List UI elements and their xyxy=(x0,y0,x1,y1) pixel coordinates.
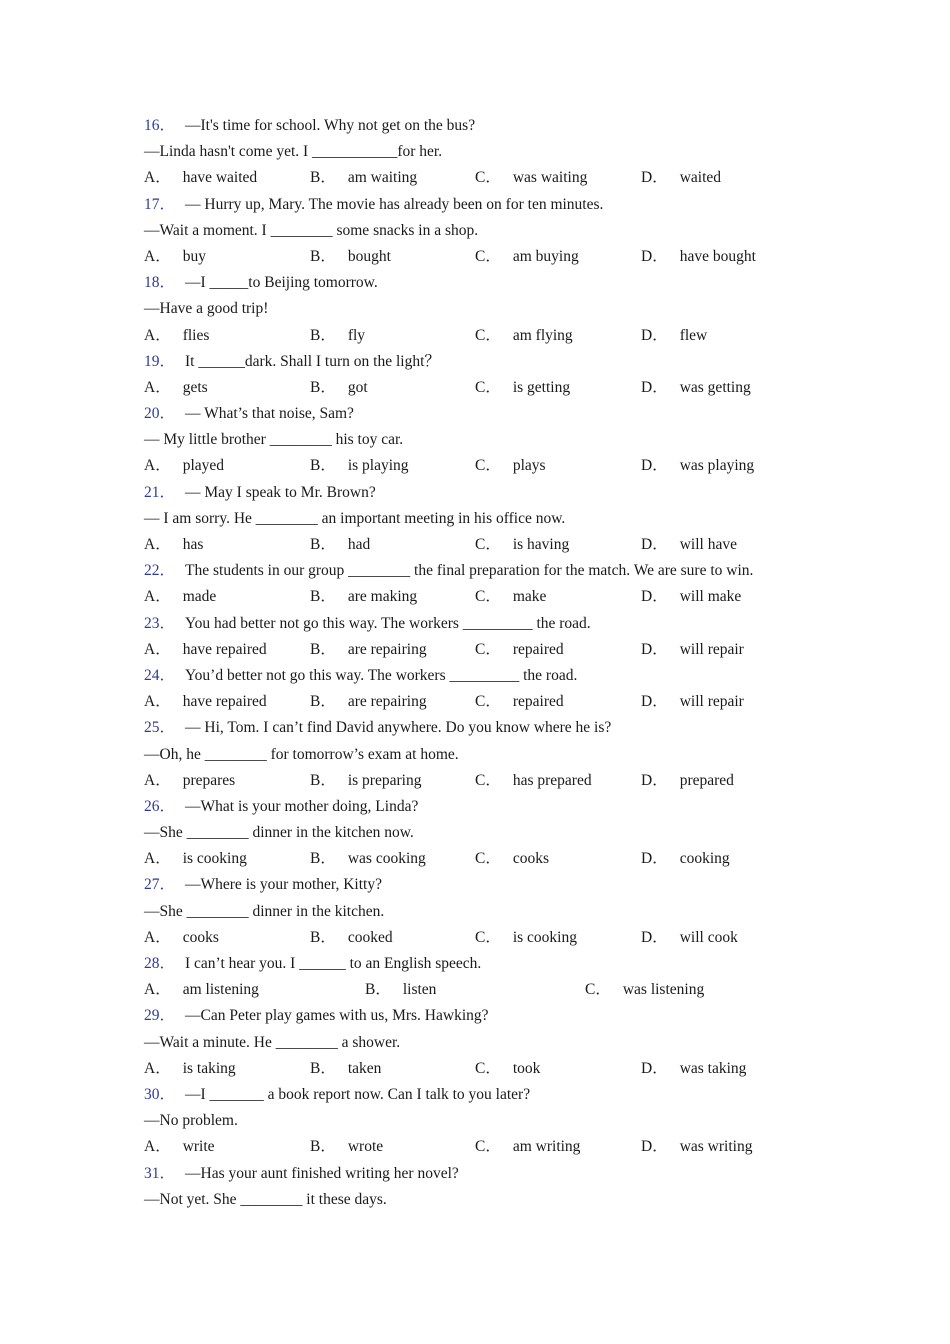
question-text: —What is your mother doing, Linda? xyxy=(185,797,419,815)
question-number: 31． xyxy=(144,1164,176,1182)
option-label: D． xyxy=(641,326,668,344)
option-label: A． xyxy=(144,247,171,265)
answer-options xyxy=(144,977,844,1003)
option-text: will repair xyxy=(679,640,744,658)
question-text: You had better not go this way. The workers _________ the road. xyxy=(185,614,591,632)
question-list xyxy=(144,113,844,1213)
question-text: —I _____to Beijing tomorrow. xyxy=(185,274,378,292)
option-a[interactable] xyxy=(144,977,259,1003)
option-label: A． xyxy=(144,640,171,658)
question-text: —It's time for school. Why not get on the bus? xyxy=(185,117,476,134)
option-text: will repair xyxy=(679,693,744,711)
question-stem xyxy=(144,794,844,820)
option-c[interactable] xyxy=(475,584,546,610)
option-d[interactable] xyxy=(641,244,756,270)
option-label: A． xyxy=(144,378,171,396)
question-line xyxy=(144,1187,844,1213)
question-number: 22． xyxy=(144,562,176,580)
option-b[interactable] xyxy=(310,1134,383,1160)
question-text: —Not yet. She ________ it these days. xyxy=(144,1190,387,1208)
option-text: was taking xyxy=(679,1059,747,1077)
question-stem xyxy=(144,192,844,218)
option-c[interactable] xyxy=(585,977,704,1003)
question-stem xyxy=(144,715,844,741)
option-label: B． xyxy=(310,693,336,711)
option-text: had xyxy=(347,536,371,553)
option-text: are making xyxy=(347,588,418,606)
option-label: D． xyxy=(641,536,668,553)
question-text: —I _______ a book report now. Can I talk to you later? xyxy=(185,1085,531,1103)
question-text: The students in our group ________ the final preparation for the match. We are sure to win. xyxy=(185,562,754,580)
question-block xyxy=(144,715,844,794)
option-text: gets xyxy=(182,378,208,396)
option-d[interactable] xyxy=(641,323,707,349)
option-text: was getting xyxy=(679,378,751,396)
option-label: B． xyxy=(310,326,336,344)
option-text: am buying xyxy=(512,247,579,265)
question-stem xyxy=(144,270,844,296)
question-text: — I am sorry. He ________ an important meeting in his office now. xyxy=(144,509,566,527)
question-number: 26． xyxy=(144,797,176,815)
question-block xyxy=(144,401,844,480)
option-b[interactable] xyxy=(310,244,391,270)
option-label: D． xyxy=(641,588,668,606)
answer-options xyxy=(144,768,844,794)
option-label: C． xyxy=(475,1138,501,1156)
option-c[interactable] xyxy=(475,323,573,349)
question-text: —No problem. xyxy=(144,1112,238,1130)
option-b[interactable] xyxy=(310,637,427,663)
question-text: —She ________ dinner in the kitchen. xyxy=(144,902,385,920)
option-text: cooked xyxy=(347,928,393,946)
option-text: are repairing xyxy=(347,693,427,711)
option-c[interactable] xyxy=(475,925,577,951)
option-text: plays xyxy=(512,457,546,475)
option-text: will cook xyxy=(679,928,738,946)
question-text: You’d better not go this way. The workers _________ the road. xyxy=(185,666,578,684)
question-number: 23． xyxy=(144,614,176,632)
option-c[interactable] xyxy=(475,846,549,872)
option-label: D． xyxy=(641,1059,668,1077)
option-label: B． xyxy=(310,1138,336,1156)
question-number: 20． xyxy=(144,405,176,423)
option-label: C． xyxy=(475,1059,501,1077)
answer-options xyxy=(144,1134,844,1160)
option-text: will make xyxy=(679,588,742,606)
option-label: A． xyxy=(144,1059,171,1077)
option-b[interactable] xyxy=(310,768,421,794)
option-label: C． xyxy=(475,588,501,606)
question-stem xyxy=(144,663,844,689)
option-c[interactable] xyxy=(475,165,587,191)
question-text: —Oh, he ________ for tomorrow’s exam at home. xyxy=(144,745,459,763)
question-block xyxy=(144,558,844,610)
option-text: was listening xyxy=(622,981,705,999)
option-label: A． xyxy=(144,1138,171,1156)
question-number: 18． xyxy=(144,274,176,292)
question-text: —Wait a moment. I ________ some snacks in a shop. xyxy=(144,221,479,239)
question-text: — Hurry up, Mary. The movie has already been on for ten minutes. xyxy=(185,195,604,213)
option-text: have bought xyxy=(679,247,756,265)
question-number: 19． xyxy=(144,352,176,370)
question-number: 30． xyxy=(144,1085,176,1103)
option-text: is taking xyxy=(182,1059,236,1077)
question-line xyxy=(144,218,844,244)
question-stem xyxy=(144,113,844,139)
option-text: was waiting xyxy=(512,169,588,187)
option-label: A． xyxy=(144,169,171,187)
option-label: B． xyxy=(310,588,336,606)
question-number: 21． xyxy=(144,483,176,501)
option-text: played xyxy=(182,457,225,475)
option-text: prepares xyxy=(182,771,236,789)
option-d[interactable] xyxy=(641,1056,746,1082)
question-text: — My little brother ________ his toy car. xyxy=(144,431,404,449)
question-text: —Has your aunt finished writing her novel? xyxy=(185,1164,459,1182)
question-block xyxy=(144,480,844,559)
option-d[interactable] xyxy=(641,532,737,558)
question-line xyxy=(144,296,844,322)
option-text: am listening xyxy=(182,981,259,999)
option-label: B． xyxy=(310,928,336,946)
option-text: has xyxy=(182,536,204,553)
option-label: D． xyxy=(641,693,668,711)
question-line xyxy=(144,899,844,925)
question-number: 25． xyxy=(144,719,176,737)
question-number: 29． xyxy=(144,1007,176,1025)
answer-options xyxy=(144,846,844,872)
question-text: —She ________ dinner in the kitchen now. xyxy=(144,824,414,842)
option-text: was cooking xyxy=(347,850,426,868)
option-d[interactable] xyxy=(641,1134,752,1160)
option-b[interactable] xyxy=(310,453,409,479)
option-text: taken xyxy=(347,1059,382,1077)
option-a[interactable] xyxy=(144,165,257,191)
question-block xyxy=(144,1161,844,1213)
question-stem xyxy=(144,401,844,427)
question-stem xyxy=(144,1161,844,1187)
option-text: am writing xyxy=(512,1138,581,1156)
option-a[interactable] xyxy=(144,925,219,951)
answer-options xyxy=(144,244,844,270)
option-a[interactable] xyxy=(144,532,203,558)
question-text: — May I speak to Mr. Brown? xyxy=(185,483,376,501)
option-c[interactable] xyxy=(475,453,546,479)
option-b[interactable] xyxy=(310,323,365,349)
question-block xyxy=(144,611,844,663)
option-d[interactable] xyxy=(641,925,738,951)
option-text: flew xyxy=(679,326,708,344)
option-b[interactable] xyxy=(310,584,417,610)
option-b[interactable] xyxy=(365,977,436,1003)
question-stem xyxy=(144,480,844,506)
option-c[interactable] xyxy=(475,1056,540,1082)
option-label: A． xyxy=(144,588,171,606)
option-d[interactable] xyxy=(641,453,754,479)
question-stem xyxy=(144,558,844,584)
option-text: is playing xyxy=(347,457,409,475)
option-text: am flying xyxy=(512,326,573,344)
answer-options xyxy=(144,375,844,401)
option-text: has prepared xyxy=(512,771,592,789)
question-stem xyxy=(144,951,844,977)
option-text: is preparing xyxy=(347,771,422,789)
answer-options xyxy=(144,689,844,715)
option-b[interactable] xyxy=(310,165,417,191)
option-label: A． xyxy=(144,457,171,475)
option-b[interactable] xyxy=(310,846,426,872)
option-text: buy xyxy=(182,247,206,265)
option-text: bought xyxy=(347,247,391,265)
answer-options xyxy=(144,925,844,951)
option-text: is cooking xyxy=(182,850,247,868)
option-c[interactable] xyxy=(475,1134,580,1160)
option-c[interactable] xyxy=(475,532,569,558)
option-label: D． xyxy=(641,169,668,187)
option-a[interactable] xyxy=(144,846,247,872)
option-label: D． xyxy=(641,928,668,946)
option-text: repaired xyxy=(512,693,564,711)
question-text: —Have a good trip! xyxy=(144,300,269,318)
option-label: D． xyxy=(641,457,668,475)
question-stem xyxy=(144,1082,844,1108)
option-text: is cooking xyxy=(512,928,577,946)
option-d[interactable] xyxy=(641,584,741,610)
option-text: fly xyxy=(347,326,366,344)
option-b[interactable] xyxy=(310,532,370,558)
question-block xyxy=(144,872,844,951)
option-label: D． xyxy=(641,1138,668,1156)
answer-options xyxy=(144,165,844,191)
question-stem xyxy=(144,349,844,375)
question-text: — What’s that noise, Sam? xyxy=(185,405,354,423)
question-stem xyxy=(144,611,844,637)
option-label: C． xyxy=(475,536,501,553)
option-text: cooks xyxy=(512,850,550,868)
question-number: 27． xyxy=(144,876,176,894)
option-label: B． xyxy=(310,640,336,658)
question-text: —Can Peter play games with us, Mrs. Hawking? xyxy=(185,1007,489,1025)
option-label: B． xyxy=(310,247,336,265)
option-c[interactable] xyxy=(475,375,570,401)
option-text: write xyxy=(182,1138,215,1156)
option-label: C． xyxy=(475,247,501,265)
option-text: repaired xyxy=(512,640,564,658)
option-a[interactable] xyxy=(144,453,224,479)
option-b[interactable] xyxy=(310,689,427,715)
option-label: A． xyxy=(144,850,171,868)
question-block xyxy=(144,113,844,192)
option-label: B． xyxy=(310,850,336,868)
answer-options xyxy=(144,637,844,663)
option-text: wrote xyxy=(347,1138,384,1156)
answer-options xyxy=(144,532,844,558)
option-text: made xyxy=(182,588,217,606)
question-stem xyxy=(144,872,844,898)
option-d[interactable] xyxy=(641,165,721,191)
option-label: A． xyxy=(144,981,171,999)
question-text: —Linda hasn't come yet. I ___________for her. xyxy=(144,143,443,161)
option-a[interactable] xyxy=(144,768,235,794)
option-text: will have xyxy=(679,536,737,553)
option-d[interactable] xyxy=(641,768,734,794)
option-label: B． xyxy=(310,1059,336,1077)
option-text: prepared xyxy=(679,771,734,789)
option-text: have repaired xyxy=(182,640,267,658)
option-text: have repaired xyxy=(182,693,267,711)
question-stem xyxy=(144,1003,844,1029)
option-a[interactable] xyxy=(144,584,216,610)
question-text: It ______dark. Shall I turn on the light？ xyxy=(185,352,440,370)
question-line xyxy=(144,742,844,768)
option-label: C． xyxy=(475,378,501,396)
question-text: —Wait a minute. He ________ a shower. xyxy=(144,1033,401,1051)
option-a[interactable] xyxy=(144,323,209,349)
option-text: is getting xyxy=(512,378,571,396)
option-d[interactable] xyxy=(641,846,730,872)
option-b[interactable] xyxy=(310,1056,381,1082)
option-c[interactable] xyxy=(475,244,579,270)
question-line xyxy=(144,506,844,532)
question-block xyxy=(144,192,844,271)
option-b[interactable] xyxy=(310,375,368,401)
option-text: waited xyxy=(679,169,722,187)
option-text: cooking xyxy=(679,850,730,868)
question-block xyxy=(144,951,844,1003)
question-line xyxy=(144,1030,844,1056)
option-text: have waited xyxy=(182,169,258,187)
option-label: D． xyxy=(641,640,668,658)
question-text: —Where is your mother, Kitty? xyxy=(185,876,382,894)
option-label: D． xyxy=(641,247,668,265)
option-label: C． xyxy=(475,326,501,344)
option-label: D． xyxy=(641,378,668,396)
option-label: C． xyxy=(475,640,501,658)
option-text: am waiting xyxy=(347,169,418,187)
option-a[interactable] xyxy=(144,689,267,715)
option-d[interactable] xyxy=(641,689,744,715)
question-block xyxy=(144,1082,844,1161)
option-text: cooks xyxy=(182,928,219,946)
option-a[interactable] xyxy=(144,637,267,663)
question-block xyxy=(144,663,844,715)
question-number: 28． xyxy=(144,955,176,972)
answer-options xyxy=(144,1056,844,1082)
option-label: D． xyxy=(641,771,668,789)
option-text: was writing xyxy=(679,1138,753,1156)
option-label: B． xyxy=(310,771,336,789)
answer-options xyxy=(144,453,844,479)
option-a[interactable] xyxy=(144,1056,236,1082)
option-text: make xyxy=(512,588,547,606)
option-label: A． xyxy=(144,693,171,711)
question-block xyxy=(144,794,844,873)
option-text: listen xyxy=(402,981,437,999)
question-block xyxy=(144,1003,844,1082)
option-c[interactable] xyxy=(475,768,592,794)
option-label: C． xyxy=(475,693,501,711)
option-c[interactable] xyxy=(475,637,564,663)
option-label: B． xyxy=(310,378,336,396)
option-b[interactable] xyxy=(310,925,393,951)
question-line xyxy=(144,139,844,165)
option-c[interactable] xyxy=(475,689,564,715)
option-label: C． xyxy=(475,771,501,789)
option-label: C． xyxy=(475,169,501,187)
option-text: took xyxy=(512,1059,541,1077)
option-label: B． xyxy=(310,457,336,475)
question-block xyxy=(144,349,844,401)
option-text: are repairing xyxy=(347,640,427,658)
option-text: flies xyxy=(182,326,210,344)
option-label: D． xyxy=(641,850,668,868)
option-label: C． xyxy=(585,981,611,999)
option-label: B． xyxy=(365,981,391,999)
question-line xyxy=(144,820,844,846)
option-label: C． xyxy=(475,850,501,868)
option-a[interactable] xyxy=(144,375,208,401)
option-label: C． xyxy=(475,457,501,475)
option-text: is having xyxy=(512,536,570,553)
option-text: was playing xyxy=(679,457,755,475)
option-label: A． xyxy=(144,771,171,789)
option-label: C． xyxy=(475,928,501,946)
question-number: 16． xyxy=(144,117,176,134)
option-d[interactable] xyxy=(641,375,751,401)
question-number: 24． xyxy=(144,666,176,684)
option-text: got xyxy=(347,378,368,396)
option-label: A． xyxy=(144,326,171,344)
option-a[interactable] xyxy=(144,1134,215,1160)
question-text: I can’t hear you. I ______ to an English speech. xyxy=(185,955,482,972)
question-text: — Hi, Tom. I can’t find David anywhere. Do you know where he is? xyxy=(185,719,612,737)
option-d[interactable] xyxy=(641,637,744,663)
answer-options xyxy=(144,584,844,610)
option-label: B． xyxy=(310,169,336,187)
option-label: B． xyxy=(310,536,336,553)
option-label: A． xyxy=(144,928,171,946)
option-label: A． xyxy=(144,536,171,553)
answer-options xyxy=(144,323,844,349)
question-line xyxy=(144,427,844,453)
question-line xyxy=(144,1108,844,1134)
question-block xyxy=(144,270,844,349)
option-a[interactable] xyxy=(144,244,206,270)
question-number: 17． xyxy=(144,195,176,213)
